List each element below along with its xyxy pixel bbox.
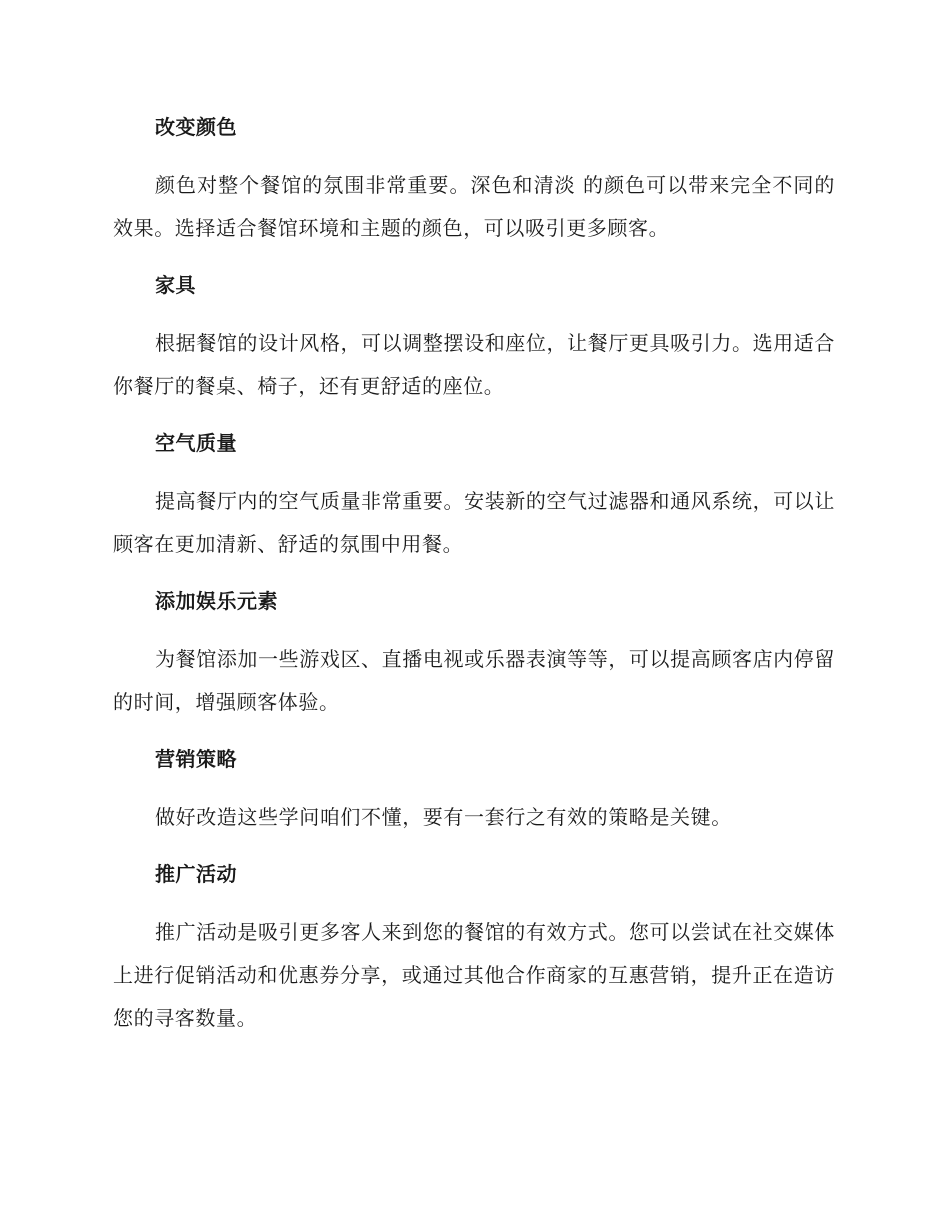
section-heading-air-quality: 空气质量: [155, 431, 237, 455]
section-heading-furniture: 家具: [155, 273, 196, 297]
section-heading-promotion: 推广活动: [155, 862, 237, 886]
document-content: [113, 112, 835, 1060]
section-body-furniture: 根据餐馆的设计风格，可以调整摆设和座位，让餐厅更具吸引力。选用适合你餐厅的餐桌、椅子，还有更舒适的座位。: [113, 331, 835, 398]
section-body-promotion: 推广活动是吸引更多客人来到您的餐馆的有效方式。您可以尝试在社交媒体上进行促销活动和优惠券分享，或通过其他合作商家的互惠营销，提升正在造访您的寻客数量。: [113, 920, 835, 1030]
section-body-entertainment: 为餐馆添加一些游戏区、直播电视或乐器表演等等，可以提高顾客店内停留的时间，增强顾客体验。: [113, 647, 835, 714]
section-body-air-quality: 提高餐厅内的空气质量非常重要。安装新的空气过滤器和通风系统，可以让顾客在更加清新、舒适的氛围中用餐。: [113, 489, 835, 556]
section-body-color: 颜色对整个餐馆的氛围非常重要。深色和清淡 的颜色可以带来完全不同的效果。选择适合餐馆环境和主题的颜色，可以吸引更多顾客。: [113, 173, 835, 240]
section-heading-entertainment: 添加娱乐元素: [155, 589, 278, 613]
section-heading-marketing: 营销策略: [155, 747, 237, 771]
section-body-marketing: 做好改造这些学问咱们不懂，要有一套行之有效的策略是关键。: [155, 805, 732, 829]
section-heading-color: 改变颜色: [155, 115, 237, 139]
